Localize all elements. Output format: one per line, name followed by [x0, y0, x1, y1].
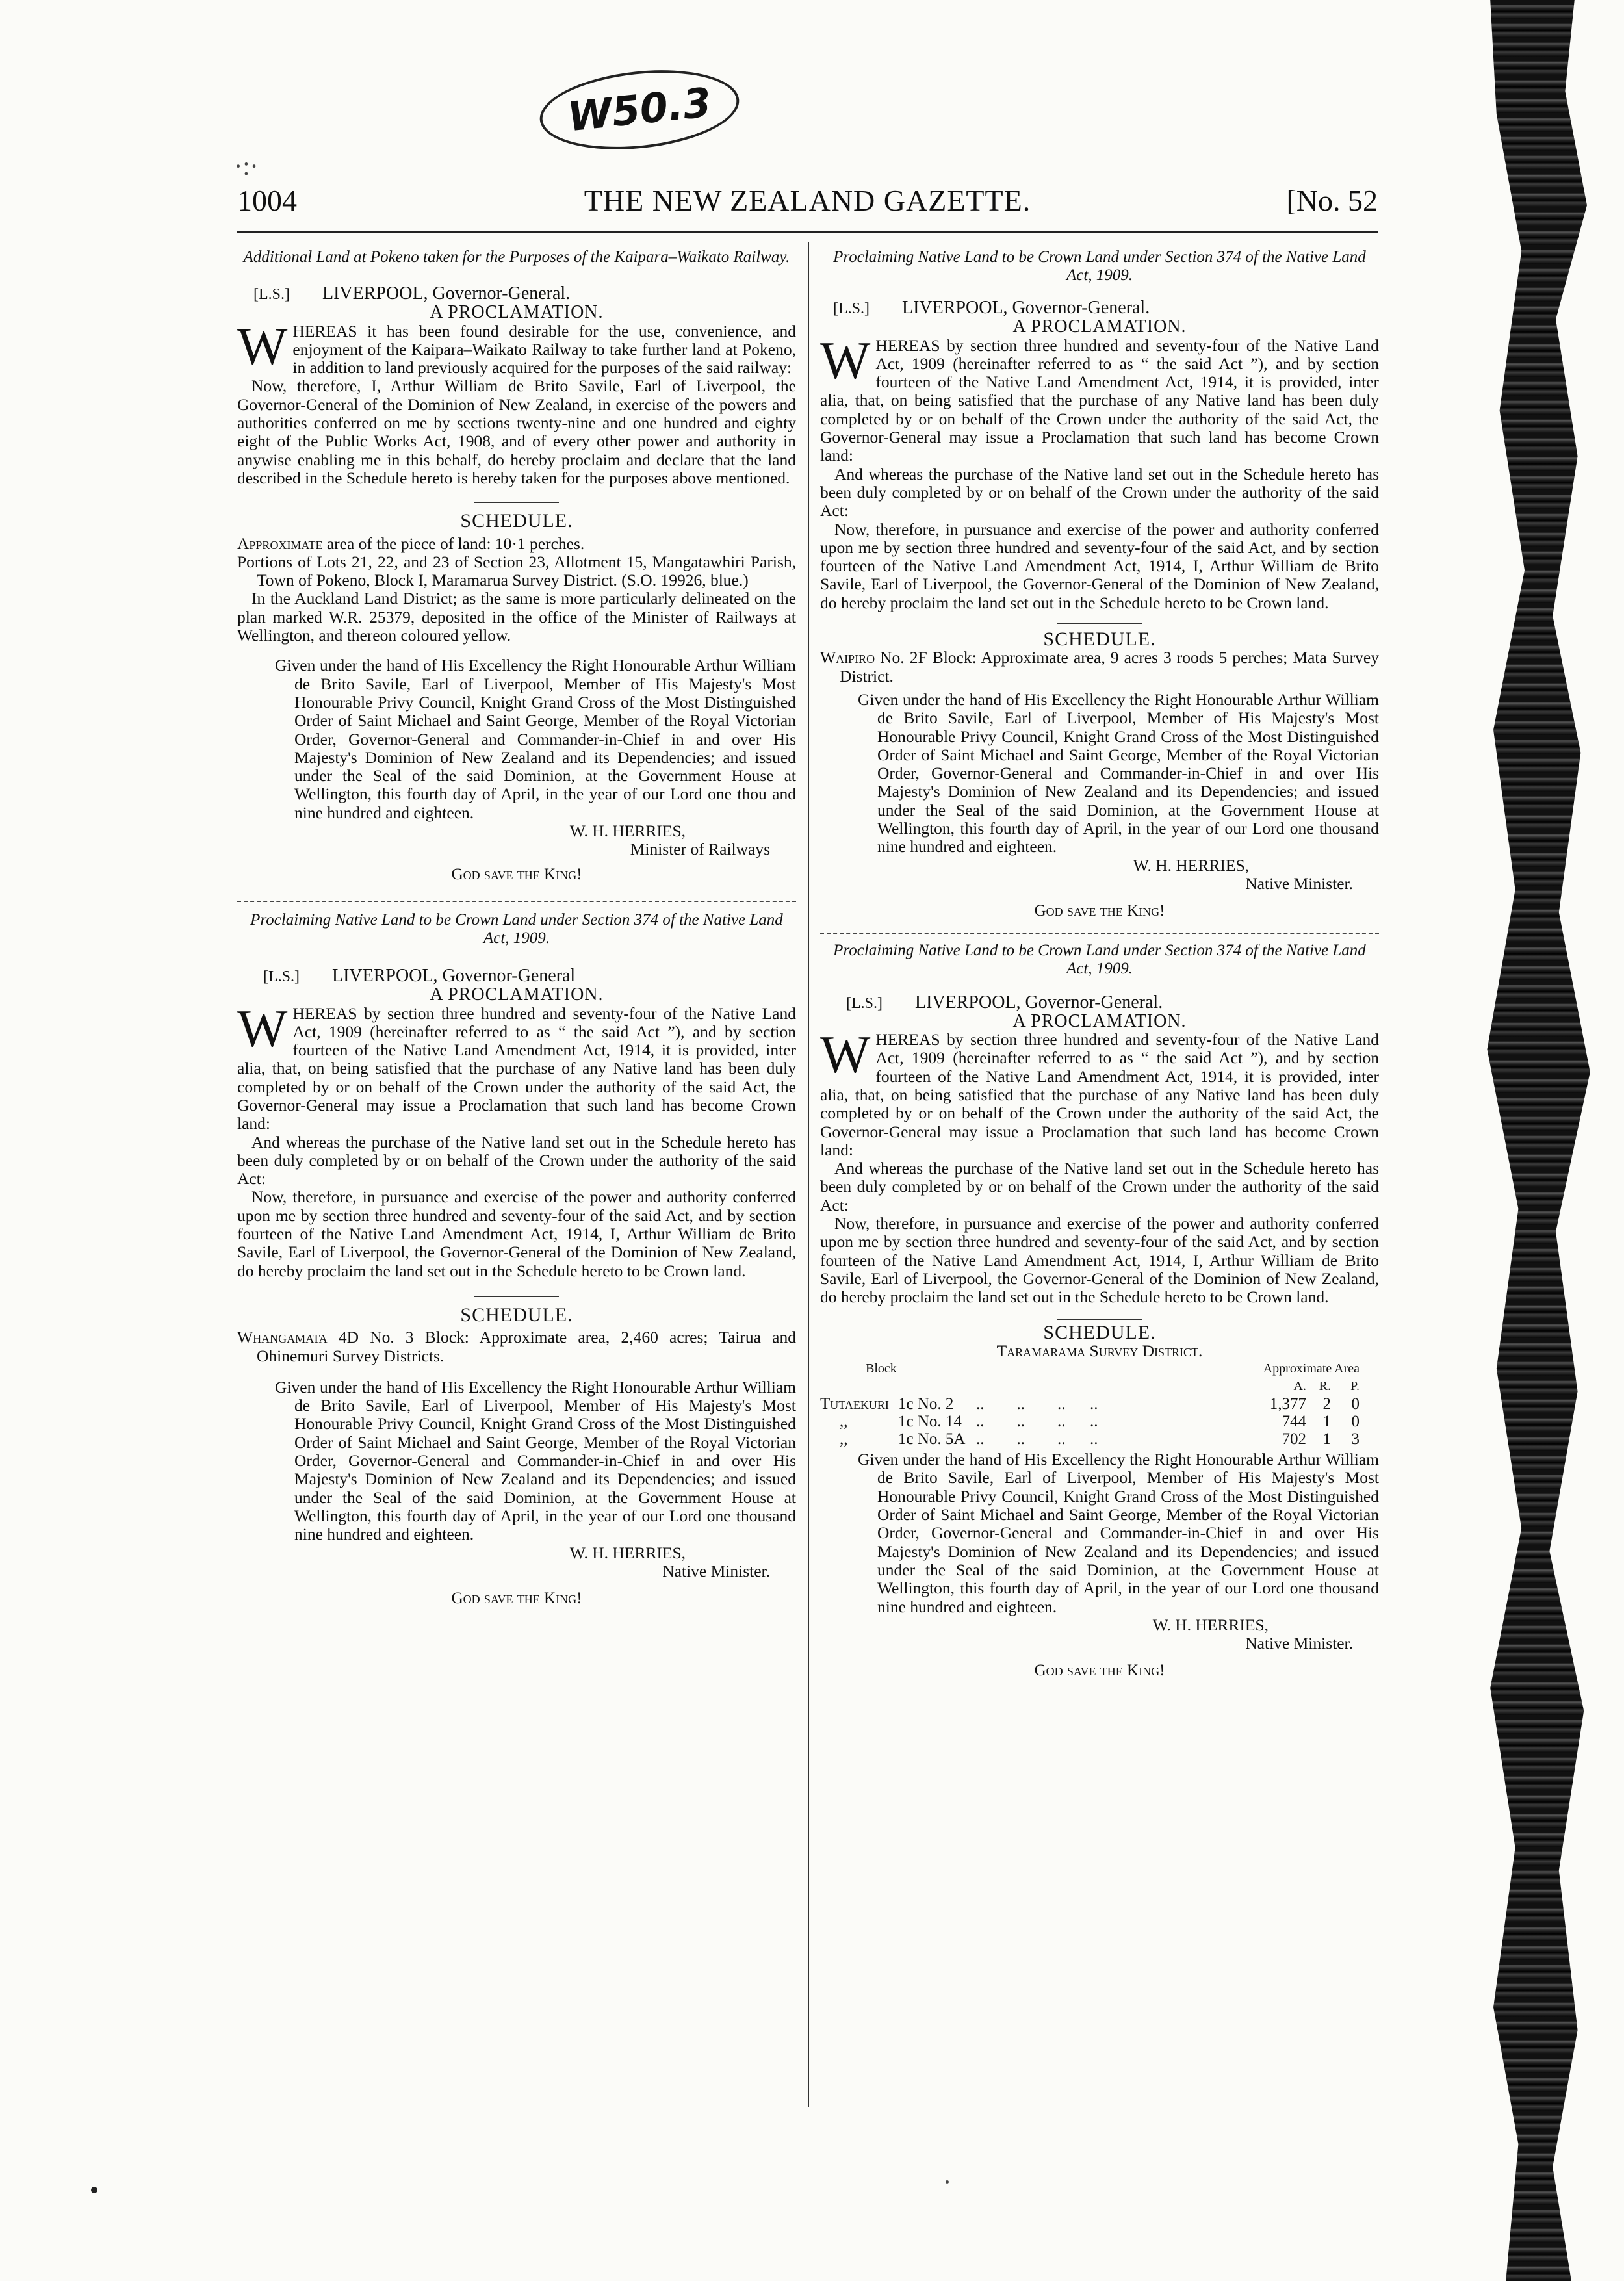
units-row	[820, 1378, 1379, 1395]
recital: WHEREAS by section three hundred and seventy-four of the Native Land Act, 1909 (hereinafter referred to as “ the said Act ”), and by section fourteen of the Native Land Amendment Act, 1914, it is provided, inter alia, that, on being satisfied that the purchase of any Native land has been duly completed by or on behalf of the Crown under the authority of the said Act, the Governor-General may issue a Proclamation that such land has become Crown land:	[820, 330, 1379, 465]
signatory-role: Native Minister.	[1245, 1634, 1353, 1653]
seal-line	[820, 299, 1379, 318]
column-rule	[808, 242, 809, 2107]
schedule-district: In the Auckland Land District; as the same is more particularly delineated on the plan marked W.R. 25379, deposited in the office of the Minister of Railways at Wellington, and thereon coloured yellow.	[237, 589, 796, 645]
notice-waipiro	[820, 248, 1379, 921]
schedule-title: SCHEDULE.	[1043, 628, 1156, 651]
proclamation-title: A PROCLAMATION.	[1012, 1011, 1187, 1031]
recital: WHEREAS by section three hundred and seventy-four of the Native Land Act, 1909 (hereinafter referred to as “ the said Act ”), and by section fourteen of the Native Land Amendment Act, 1914, it is provided, inter alia, that, on being satisfied that the purchase of any Native land has been duly completed by or on behalf of the Crown under the authority of the said Act, the Governor-General may issue a Proclamation that such land has become Crown land:	[820, 1025, 1379, 1159]
block-lot: 1c No. 2	[898, 1395, 954, 1413]
proclamation-title: A PROCLAMATION.	[430, 985, 604, 1005]
god-save-the-king: God save the King!	[451, 1590, 582, 1608]
drop-cap: W	[820, 330, 871, 390]
unit-perches: P.	[1350, 1379, 1360, 1394]
block-name: ,,	[840, 1413, 848, 1431]
god-save-the-king: God save the King!	[451, 865, 582, 883]
header-rule	[237, 231, 1378, 233]
signature: W. H. HERRIES,	[569, 1543, 686, 1562]
signatory-role: Native Minister.	[662, 1561, 770, 1580]
seal-mark: [L.S.]	[846, 994, 883, 1012]
seal-mark: [L.S.]	[263, 968, 300, 985]
gazette-title: THE NEW ZEALAND GAZETTE.	[584, 184, 1031, 217]
area-column-header: Approximate Area	[1263, 1361, 1360, 1376]
signatory: LIVERPOOL, Governor-General.	[902, 298, 1150, 318]
operative-paragraph: Now, therefore, I, Arthur William de Brito Savile, Earl of Liverpool, the Governor-General of the Dominion of New Zealand, in exercise of the powers and authorities conferred on me by sections twenty-nine and one hundred and eighty eight of the Public Works Act, 1908, and of every other power and authority in anywise enabling me in this behalf, do hereby proclaim and declare that the land described in the Schedule hereto is hereby taken for the purposes above mentioned.	[237, 376, 796, 487]
whereas-paragraph: And whereas the purchase of the Native land set out in the Schedule hereto has been duly completed by or on behalf of the Crown under the authority of the said Act:	[820, 1159, 1379, 1215]
ink-spot	[946, 2180, 949, 2184]
table-row	[820, 1430, 1379, 1448]
schedule-description: Whangamata 4D No. 3 Block: Approximate area, 2,460 acres; Tairua and Ohinemuri Survey Districts.	[237, 1328, 796, 1365]
operative-paragraph: Now, therefore, in pursuance and exercise of the power and authority conferred upon me by section three hundred and seventy-four of the said Act, and by section fourteen of the Native Land Amendment Act, 1914, I, Arthur William de Brito Savile, Earl of Liverpool, the Governor-General of the Dominion of New Zealand, do hereby proclaim the land set out in the Schedule hereto to be Crown land.	[820, 519, 1379, 612]
drop-cap: W	[820, 1025, 871, 1085]
god-save-the-king: God save the King!	[1034, 902, 1165, 920]
issue-number: [No. 52	[1286, 184, 1378, 217]
schedule-description: Portions of Lots 21, 22, and 23 of Section 23, Allotment 15, Mangatawhiri Parish, Town of Pokeno, Block I, Maramarua Survey District. (S.O. 19926, blue.)	[237, 552, 796, 590]
block-lot: 1c No. 5A	[898, 1430, 966, 1449]
perches: 3	[1351, 1430, 1360, 1449]
schedule-description: Waipiro No. 2F Block: Approximate area, 9 acres 3 roods 5 perches; Mata Survey District.	[820, 648, 1379, 686]
signatory: LIVERPOOL, Governor-General.	[915, 992, 1163, 1012]
left-column	[237, 248, 796, 1608]
perches: 0	[1351, 1395, 1360, 1413]
notice-pokeno-railway	[237, 248, 796, 884]
table-row	[820, 1413, 1379, 1430]
seal-line	[237, 285, 796, 303]
whereas-paragraph: And whereas the purchase of the Native land set out in the Schedule hereto has been duly completed by or on behalf of the Crown under the authority of the said Act:	[237, 1132, 796, 1189]
right-column	[820, 248, 1379, 1681]
roods: 1	[1322, 1430, 1331, 1449]
block-column-header: Block	[866, 1361, 897, 1376]
god-save-the-king: God save the King!	[1034, 1662, 1165, 1680]
operative-paragraph: Now, therefore, in pursuance and exercise of the power and authority conferred upon me by section three hundred and seventy-four of the said Act, and by section fourteen of the Native Land Amendment Act, 1914, I, Arthur William de Brito Savile, Earl of Liverpool, the Governor-General of the Dominion of New Zealand, do hereby proclaim the land set out in the Schedule hereto to be Crown land.	[237, 1187, 796, 1280]
page-number: 1004	[237, 184, 297, 217]
signature: W. H. HERRIES,	[1133, 855, 1249, 875]
proclamation-title: A PROCLAMATION.	[1012, 316, 1187, 337]
block-lot: 1c No. 14	[898, 1413, 962, 1431]
schedule-table	[820, 1360, 1379, 1448]
drop-cap: W	[237, 998, 288, 1058]
table-header-row	[820, 1360, 1379, 1378]
leader-dots: .. .. .. ..	[976, 1430, 1098, 1449]
given-under-hand: Given under the hand of His Excellency the Right Honourable Arthur William de Brito Savile, Earl of Liverpool, Member of His Majesty's Most Honourable Privy Council, Knight Grand Cross of the Most Distinguished Order of Saint Michael and Saint George, Member of the Royal Victorian Order, Governor-General and Commander-in-Chief in and over His Majesty's Dominion of New Zealand and its Dependencies; and issued under the Seal of the said Dominion, at the Government House at Wellington, this fourth day of April, in the year of our Lord one thousand nine hundred and eighteen.	[858, 689, 1379, 857]
ink-spot	[91, 2187, 97, 2193]
notice-heading: Proclaiming Native Land to be Crown Land under Section 374 of the Native Land Act, 1909.	[833, 941, 1366, 977]
scanned-page-edge	[1462, 0, 1618, 2281]
recital: WHEREAS it has been found desirable for the use, convenience, and enjoyment of the Kaipara–Waikato Railway to take further land at Pokeno, in addition to land previously acquired for the purposes of the said railway:	[237, 316, 796, 378]
unit-roods: R.	[1319, 1379, 1331, 1394]
seal-mark: [L.S.]	[833, 300, 870, 317]
recital: WHEREAS by section three hundred and seventy-four of the Native Land Act, 1909 (hereinafter referred to as “ the said Act ”), and by section fourteen of the Native Land Amendment Act, 1914, it is provided, inter alia, that, on being satisfied that the purchase of any Native land has been duly completed by or on behalf of the Crown under the authority of the said Act, the Governor-General may issue a Proclamation that such land has become Crown land:	[237, 998, 796, 1133]
seal-mark: [L.S.]	[253, 286, 290, 303]
signatory-role: Native Minister.	[1245, 873, 1353, 893]
drop-cap: W	[237, 316, 288, 376]
notice-whangamata	[237, 911, 796, 1608]
whereas-paragraph: And whereas the purchase of the Native land set out in the Schedule hereto has been duly completed by or on behalf of the Crown under the authority of the said Act:	[820, 464, 1379, 521]
roods: 2	[1322, 1395, 1331, 1413]
leader-dots: .. .. .. ..	[976, 1413, 1098, 1431]
given-under-hand: Given under the hand of His Excellency the Right Honourable Arthur William de Brito Savile, Earl of Liverpool, Member of His Majesty's Most Honourable Privy Council, Knight Grand Cross of the Most Distinguished Order of Saint Michael and Saint George, Member of the Royal Victorian Order, Governor-General and Commander-in-Chief in and over His Majesty's Dominion of New Zealand and its Dependencies; and issued under the Seal of the said Dominion, at the Government House at Wellington, this fourth day of April, in the year of our Lord one thou and nine hundred and eighteen.	[275, 656, 796, 822]
signature: W. H. HERRIES,	[569, 821, 686, 841]
given-under-hand: Given under the hand of His Excellency the Right Honourable Arthur William de Brito Savile, Earl of Liverpool, Member of His Majesty's Most Honourable Privy Council, Knight Grand Cross of the Most Distinguished Order of Saint Michael and Saint George, Member of the Royal Victorian Order, Governor-General and Commander-in-Chief in and over His Majesty's Dominion of New Zealand and its Dependencies; and issued under the Seal of the said Dominion, at the Government House at Wellington, this fourth day of April, in the year of our Lord one thousand nine hundred and eighteen.	[858, 1450, 1379, 1616]
signature: W. H. HERRIES,	[1152, 1615, 1269, 1634]
notice-heading: Proclaiming Native Land to be Crown Land under Section 374 of the Native Land Act, 1909.	[833, 248, 1366, 284]
operative-paragraph: Now, therefore, in pursuance and exercise of the power and authority conferred upon me by section three hundred and seventy-four of the said Act, and by section fourteen of the Native Land Amendment Act, 1914, I, Arthur William de Brito Savile, Earl of Liverpool, the Governor-General of the Dominion of New Zealand, do hereby proclaim the land set out in the Schedule hereto to be Crown land.	[820, 1214, 1379, 1307]
signatory: LIVERPOOL, Governor-General.	[322, 283, 571, 303]
survey-district: Taramarama Survey District.	[996, 1341, 1203, 1360]
notice-heading: Proclaiming Native Land to be Crown Land under Section 374 of the Native Land Act, 1909.	[250, 910, 783, 947]
signatory-role: Minister of Railways	[630, 840, 770, 859]
schedule-area: Approximate area of the piece of land: 10·1 perches.	[237, 534, 585, 553]
notice-taramarama	[820, 942, 1379, 1681]
signatory: LIVERPOOL, Governor-General	[332, 965, 576, 986]
archive-stamp: W50.3	[536, 61, 743, 159]
pencil-mark: ·:·	[234, 151, 259, 181]
proclamation-title: A PROCLAMATION.	[430, 302, 604, 323]
acres: 744	[1282, 1413, 1306, 1431]
seal-line	[820, 994, 1379, 1012]
leader-dots: .. .. .. ..	[976, 1395, 1098, 1413]
schedule-title: SCHEDULE.	[460, 510, 573, 532]
perches: 0	[1351, 1413, 1360, 1431]
table-row	[820, 1395, 1379, 1413]
seal-line	[237, 967, 796, 986]
acres: 1,377	[1269, 1395, 1306, 1413]
unit-acres: A.	[1293, 1379, 1306, 1394]
notice-heading: Additional Land at Pokeno taken for the Purposes of the Kaipara–Waikato Railway.	[243, 248, 790, 266]
block-name: Tutaekuri	[820, 1395, 889, 1413]
schedule-title: SCHEDULE.	[460, 1304, 573, 1326]
block-name: ,,	[840, 1430, 848, 1449]
page-header	[237, 183, 1378, 229]
roods: 1	[1322, 1413, 1331, 1431]
schedule-title: SCHEDULE.	[1043, 1321, 1156, 1343]
acres: 702	[1282, 1430, 1306, 1449]
given-under-hand: Given under the hand of His Excellency the Right Honourable Arthur William de Brito Savile, Earl of Liverpool, Member of His Majesty's Most Honourable Privy Council, Knight Grand Cross of the Most Distinguished Order of Saint Michael and Saint George, Member of the Royal Victorian Order, Governor-General and Commander-in-Chief in and over His Majesty's Dominion of New Zealand and its Dependencies; and issued under the Seal of the said Dominion, at the Government House at Wellington, this fourth day of April, in the year of our Lord one thousand nine hundred and eighteen.	[275, 1377, 796, 1544]
